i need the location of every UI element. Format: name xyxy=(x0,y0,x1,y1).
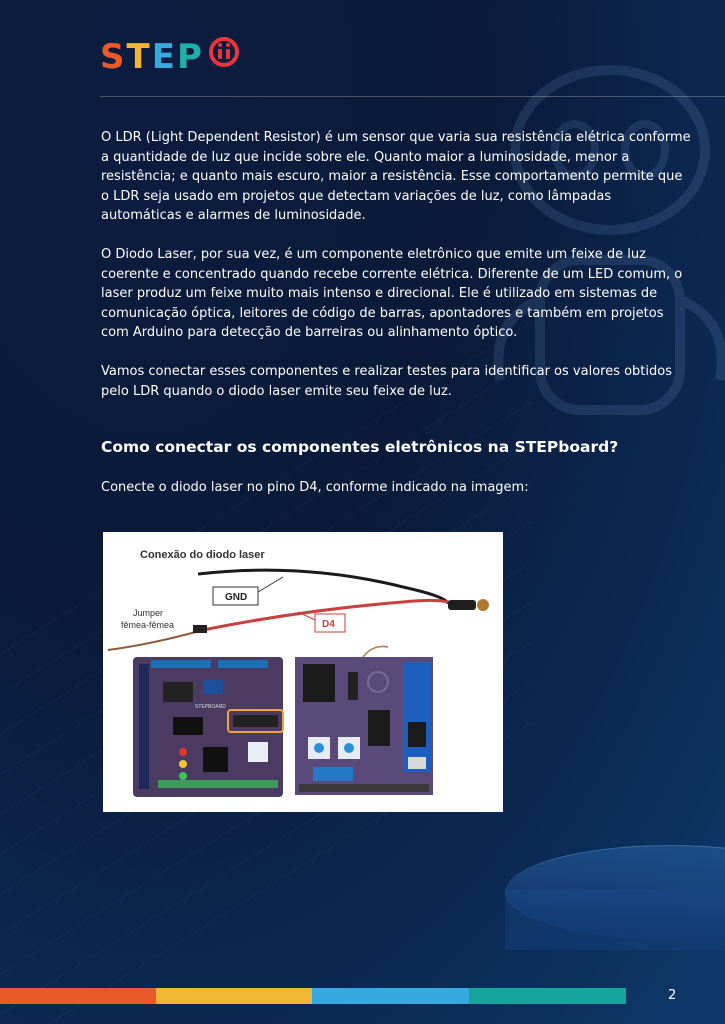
step-logo xyxy=(100,36,235,78)
page-number: 2 xyxy=(668,988,677,1003)
label-d4: D4 xyxy=(322,619,335,630)
footer-color-bar xyxy=(0,988,626,1004)
section-title: Como conectar os componentes eletrônicos na STEPboard? xyxy=(101,438,619,456)
footer-bar-blue xyxy=(312,988,469,1004)
label-jumper: Jumper xyxy=(133,608,164,618)
board-label: STEPBOARD xyxy=(195,704,226,710)
body-text xyxy=(101,128,691,420)
label-gnd: GND xyxy=(225,592,248,603)
label-jumper-type: fêmea-fêmea xyxy=(121,620,175,630)
footer-bar-teal xyxy=(469,988,626,1004)
jumper-wire xyxy=(108,630,203,650)
paragraph-ldr: O LDR (Light Dependent Resistor) é um sensor que varia sua resistência elétrica conforme a quantidade de luz que incide sobre ele. Quanto maior a luminosidade, menor a resistência; e quanto mais escuro, maior a resistência. Esse comportamento permite que o LDR seja usado em projetos que detectam variações de luz, como lâmpadas automáticas e alarmes de luminosidade. xyxy=(101,130,691,224)
header xyxy=(100,36,235,78)
figure-title: Conexão do diodo laser xyxy=(140,549,265,561)
jumper-connector xyxy=(193,625,207,633)
laser-diode xyxy=(448,600,476,610)
paragraph-test: Vamos conectar esses componentes e realizar testes para identificar os valores obtidos pelo LDR quando o diodo laser emite seu feixe de luz. xyxy=(101,363,672,399)
paragraph-laser: O Diodo Laser, por sua vez, é um componente eletrônico que emite um feixe de luz coerente e concentrado quando recebe corrente elétrica. Diferente de um LED comum, o laser produz um feixe muito mais intenso e direcional. Ele é utilizado em sistemas de comunicação óptica, leitores de código de barras, apontadores e também em projetos com Arduino para detecção de barreiras ou alinhamento óptico. xyxy=(101,246,683,341)
footer-bar-yellow xyxy=(156,988,312,1004)
logo-wordmark: S T E P xyxy=(100,37,204,77)
laser-diode-head xyxy=(477,599,489,611)
wiring-figure xyxy=(103,532,503,812)
footer-bar-orange xyxy=(0,988,156,1004)
instruction-text: Conecte o diodo laser no pino D4, conforme indicado na imagem: xyxy=(101,480,529,495)
logo-badge-icon xyxy=(208,36,240,68)
header-divider xyxy=(100,96,725,97)
